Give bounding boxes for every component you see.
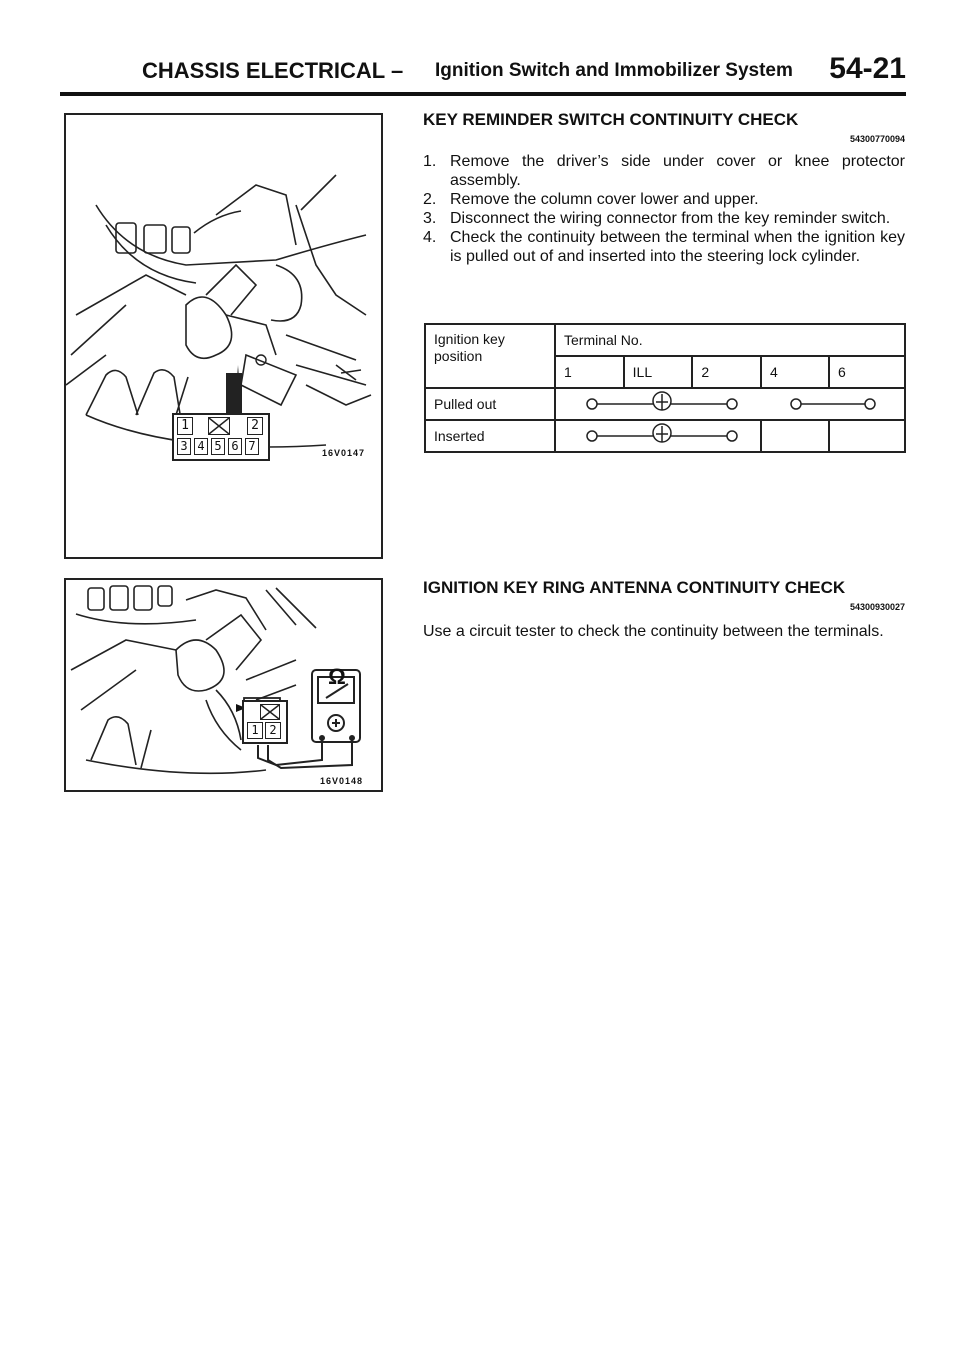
- page-number: 54-21: [829, 52, 906, 85]
- figure-key-reminder-switch: [64, 113, 383, 559]
- table-row: [425, 388, 905, 420]
- procedure-steps: [423, 152, 905, 266]
- key-reminder-section: [423, 110, 905, 320]
- connector-pin: 7: [245, 438, 259, 455]
- connector-pin: 5: [211, 438, 225, 455]
- step-number: 2.: [423, 191, 437, 208]
- connector-pin: 4: [194, 438, 208, 455]
- step-text: Remove the driver’s side under cover or knee protector assembly.: [450, 153, 905, 189]
- terminal-label: 4: [761, 356, 829, 388]
- terminal-label: 6: [829, 356, 905, 388]
- continuity-link-icon: [556, 389, 904, 419]
- page-header: [60, 52, 906, 96]
- section-title: CHASSIS ELECTRICAL –: [142, 58, 404, 83]
- empty-cell: [829, 420, 905, 452]
- terminal-label: 1: [555, 356, 624, 388]
- col-header-terminal-no: Terminal No.: [555, 324, 905, 356]
- procedure-step: [423, 190, 905, 209]
- step-text: Check the continuity between the terminal when the ignition key is pulled out of and inserted into the steering lock cylinder.: [450, 229, 905, 265]
- step-text: Remove the column cover lower and upper.: [450, 191, 759, 208]
- procedure-step: [423, 152, 905, 190]
- figure-code: 16V0148: [320, 776, 364, 786]
- figure-antenna-check: [64, 578, 383, 792]
- section-heading: KEY REMINDER SWITCH CONTINUITY CHECK: [423, 110, 799, 129]
- section-code: 54300930027: [849, 602, 905, 612]
- continuity-link-icon: [556, 421, 760, 451]
- step-number: 3.: [423, 210, 437, 227]
- procedure-step: [423, 209, 905, 228]
- continuity-table: [424, 323, 906, 453]
- continuity-symbols-inserted: [555, 420, 761, 452]
- row-label: Inserted: [425, 420, 555, 452]
- empty-cell: [761, 420, 829, 452]
- terminal-label: ILL: [624, 356, 693, 388]
- connector-diagram: [172, 413, 270, 461]
- connector-pin: 2: [265, 722, 281, 739]
- step-text: Disconnect the wiring connector from the key reminder switch.: [450, 210, 891, 227]
- connector-pin: 6: [228, 438, 242, 455]
- antenna-instruction: Use a circuit tester to check the continuity between the terminals.: [423, 623, 884, 640]
- section-subtitle: Ignition Switch and Immobilizer System: [435, 60, 793, 81]
- procedure-step: [423, 228, 905, 266]
- step-number: 1.: [423, 153, 437, 170]
- section-code: 54300770094: [849, 134, 905, 144]
- connector-pin: 2: [247, 417, 263, 435]
- terminal-label: 2: [692, 356, 761, 388]
- step-number: 4.: [423, 229, 437, 246]
- col-header-key-position: Ignition key position: [425, 324, 555, 388]
- row-label: Pulled out: [425, 388, 555, 420]
- connector-pin: 1: [177, 417, 193, 435]
- connector-latch-icon: [260, 704, 280, 720]
- table-row: [425, 420, 905, 452]
- tester-symbol: Ω: [328, 664, 346, 689]
- continuity-symbols-pulled-out: [555, 388, 905, 420]
- figure-code: 16V0147: [322, 448, 366, 458]
- connector-pin: 1: [247, 722, 263, 739]
- section-heading: IGNITION KEY RING ANTENNA CONTINUITY CHECK: [423, 578, 846, 597]
- connector-diagram-2: [242, 700, 288, 744]
- dashboard-illustration-1: [66, 115, 381, 557]
- antenna-section: [423, 578, 905, 618]
- connector-latch-icon: [208, 417, 230, 435]
- connector-pin: 3: [177, 438, 191, 455]
